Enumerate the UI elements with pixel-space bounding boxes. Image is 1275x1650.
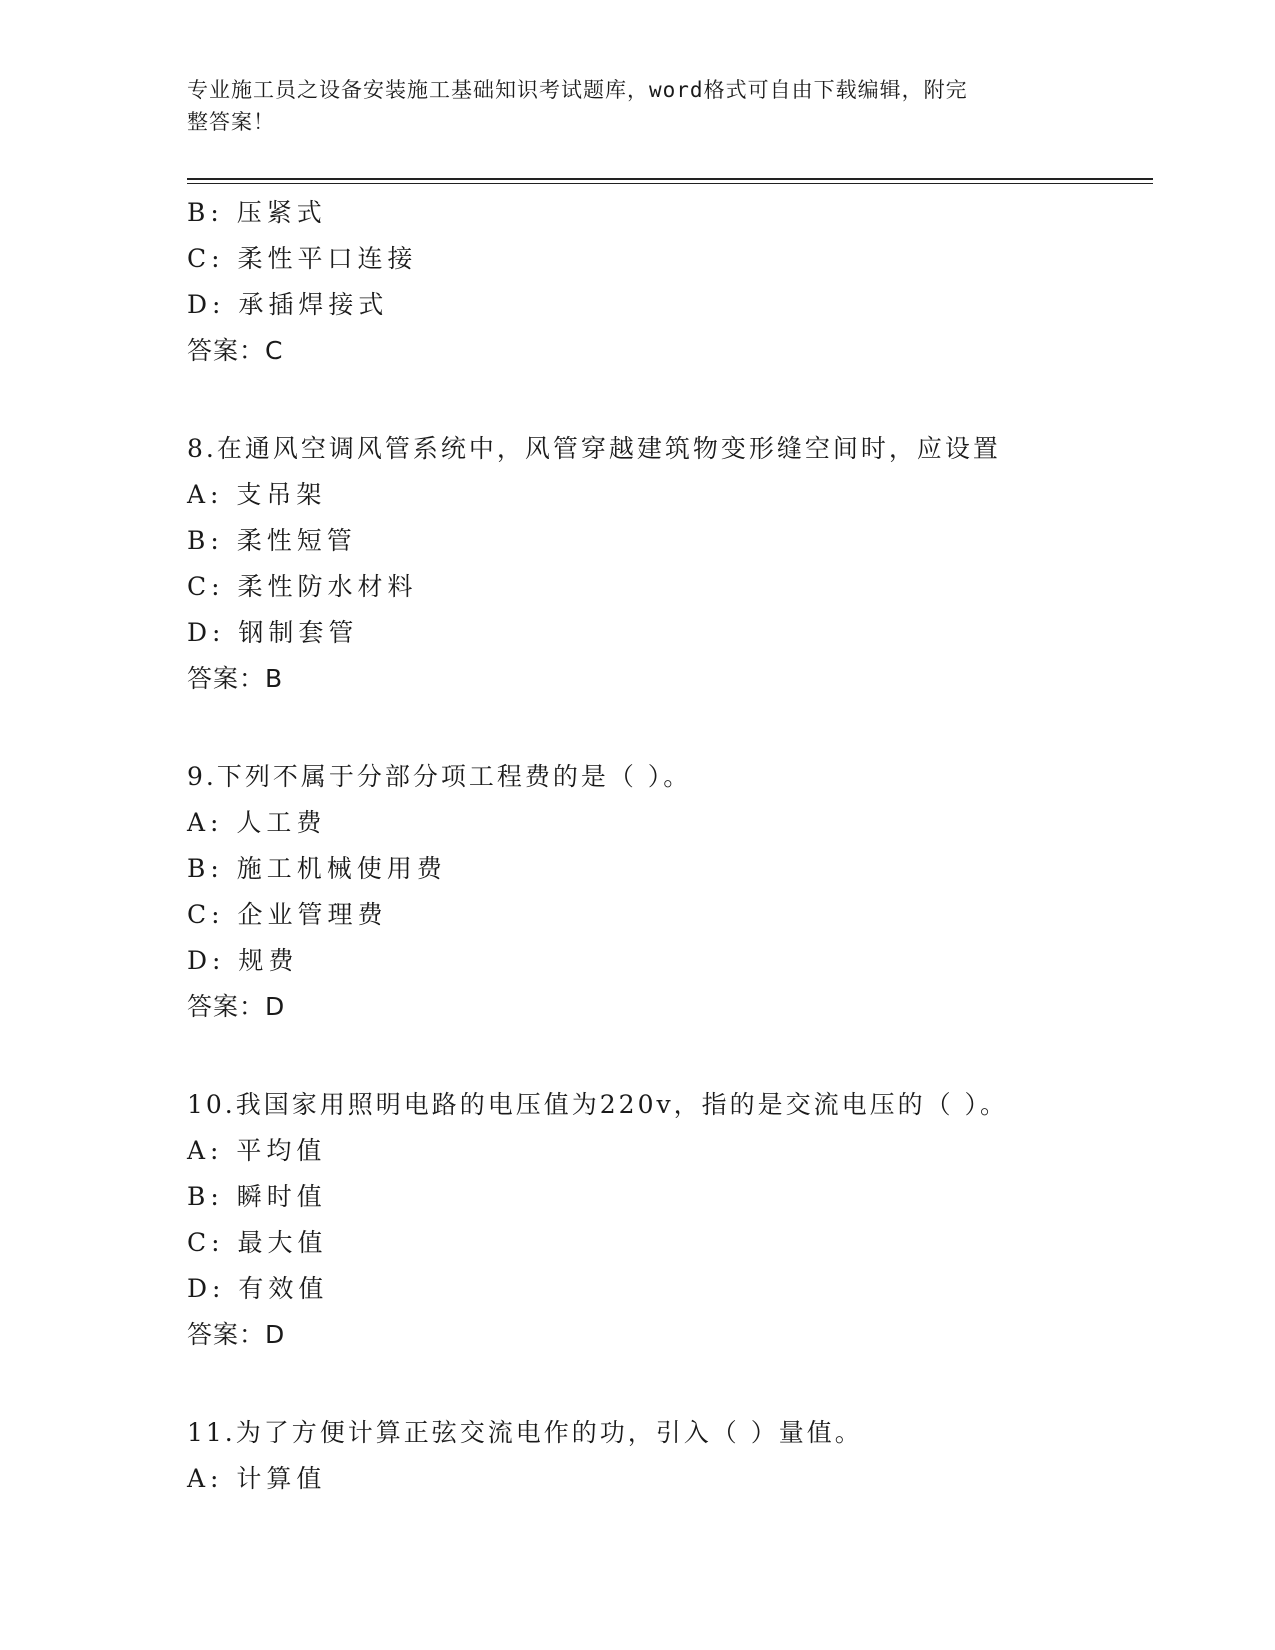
header-divider-thin — [187, 183, 1153, 184]
question-block — [187, 1082, 1147, 1358]
answer: 答案：D — [187, 992, 286, 1021]
answer: 答案：B — [187, 664, 284, 693]
option-b: B: 柔性短管 — [187, 526, 357, 555]
option-c: C: 企业管理费 — [187, 900, 388, 929]
question-block — [187, 1410, 1147, 1502]
answer: 答案：C — [187, 336, 284, 365]
document-header — [187, 74, 1067, 138]
option-a: A: 平均值 — [187, 1136, 327, 1165]
option-d: D: 有效值 — [187, 1274, 329, 1303]
option-c: C: 最大值 — [187, 1228, 328, 1257]
option-b: B: 施工机械使用费 — [187, 854, 447, 883]
question-block — [187, 426, 1147, 702]
question-block — [187, 190, 1147, 374]
question-title: 10.我国家用照明电路的电压值为220v，指的是交流电压的（ ）。 — [187, 1090, 1009, 1119]
option-d: D: 规费 — [187, 946, 299, 975]
question-title: 8.在通风空调风管系统中，风管穿越建筑物变形缝空间时，应设置 — [187, 434, 1001, 463]
option-a: A: 支吊架 — [187, 480, 327, 509]
option-b: B: 压紧式 — [187, 198, 327, 227]
option-c: C: 柔性防水材料 — [187, 572, 418, 601]
question-list — [187, 190, 1147, 1502]
question-block — [187, 754, 1147, 1030]
header-line-1: 专业施工员之设备安装施工基础知识考试题库，word格式可自由下载编辑，附完 — [187, 78, 968, 102]
option-b: B: 瞬时值 — [187, 1182, 327, 1211]
option-c: C: 柔性平口连接 — [187, 244, 418, 273]
option-a: A: 人工费 — [187, 808, 327, 837]
option-d: D: 钢制套管 — [187, 618, 359, 647]
header-divider-thick — [187, 178, 1153, 180]
question-title: 11.为了方便计算正弦交流电作的功，引入（ ）量值。 — [187, 1418, 863, 1447]
answer: 答案：D — [187, 1320, 286, 1349]
question-title: 9.下列不属于分部分项工程费的是（ ）。 — [187, 762, 692, 791]
option-a: A: 计算值 — [187, 1464, 327, 1493]
header-line-2: 整答案！ — [187, 110, 275, 134]
option-d: D: 承插焊接式 — [187, 290, 389, 319]
